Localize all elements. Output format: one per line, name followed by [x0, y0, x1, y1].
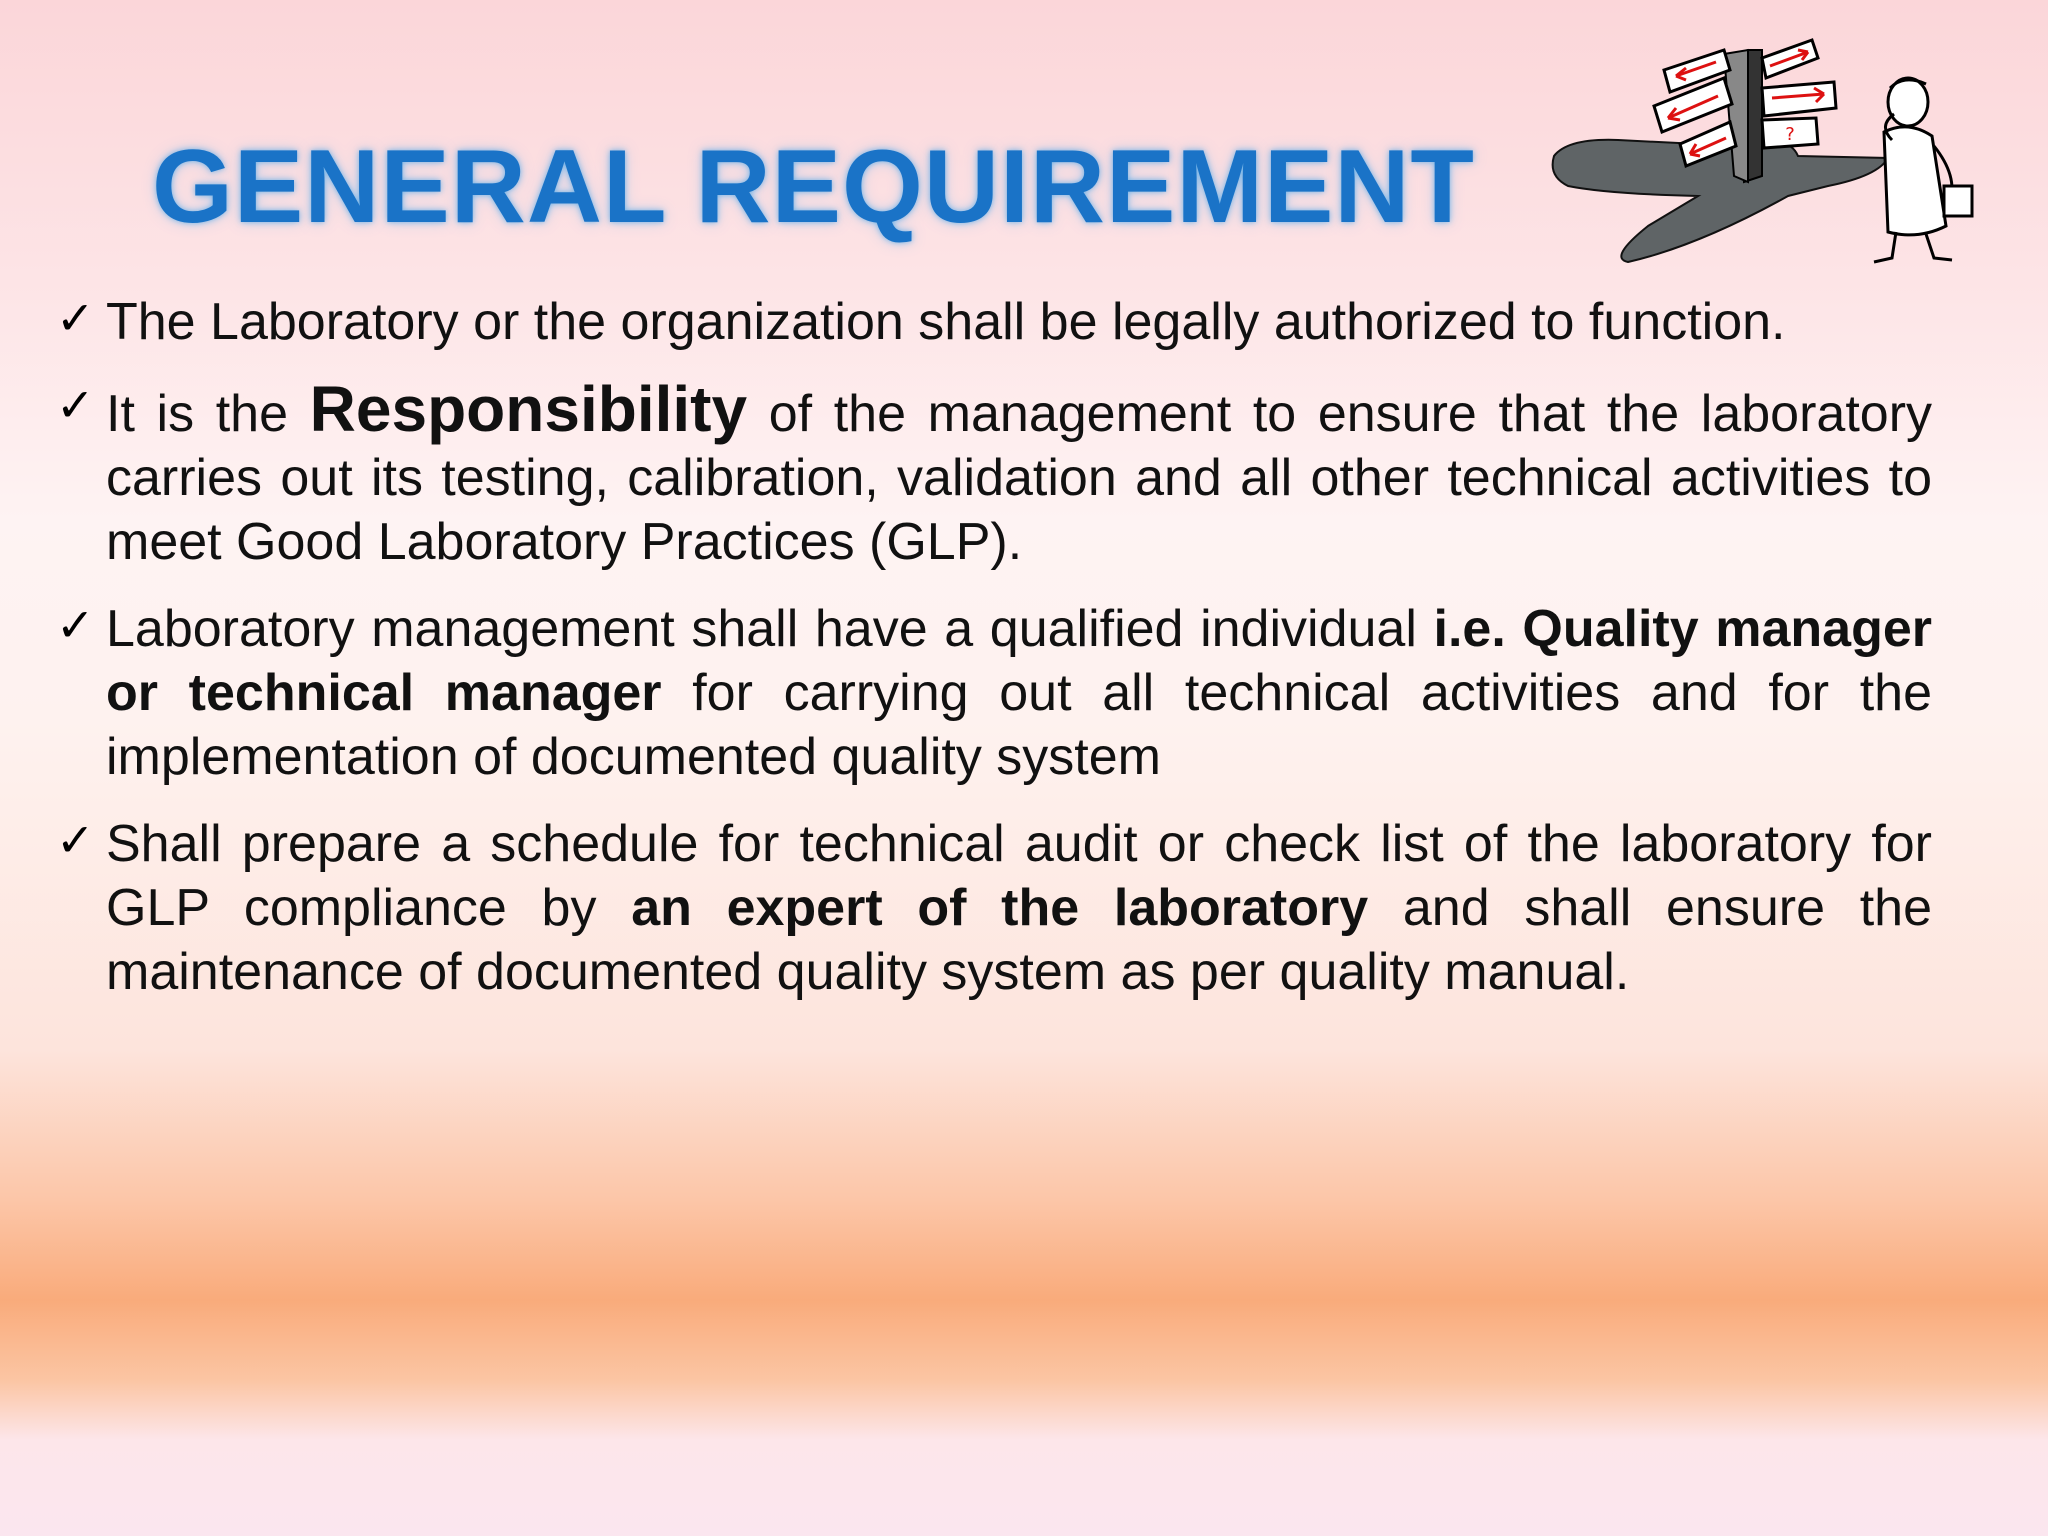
bullet-list — [56, 290, 1932, 1027]
slide-title: GENERAL REQUIREMENT — [152, 129, 1475, 245]
bullet-text: for carrying out all technical activities and for the implementation of documented quality system — [106, 664, 1932, 786]
bullet-text: of the management to ensure that the laboratory carries out its testing, calibration, validation and all other technical activities to meet Good Laboratory Practices (GLP). — [106, 385, 1933, 571]
checkmark-icon: ✓ — [56, 813, 95, 867]
bullet-item — [56, 290, 1932, 354]
bullet-emphasis: i.e. Quality manager or technical manager — [106, 600, 1932, 722]
signpost-confused-man-icon — [1548, 36, 1998, 270]
bullet-text: and shall ensure the maintenance of documented quality system as per quality manual. — [106, 879, 1932, 1001]
bullet-text: Laboratory management shall have a qualified individual — [106, 600, 1434, 658]
checkmark-icon: ✓ — [56, 598, 95, 652]
bullet-text: It is the — [106, 385, 310, 443]
checkmark-icon: ✓ — [56, 291, 95, 345]
sign-question-mark: ? — [1785, 124, 1795, 145]
bullet-emphasis: an expert of the laboratory — [631, 879, 1369, 937]
bullet-text: Shall prepare a schedule for technical audit or check list of the laboratory for GLP compliance by — [106, 815, 1932, 937]
checkmark-icon: ✓ — [56, 378, 95, 432]
bullet-item — [56, 812, 1932, 1004]
bullet-item — [56, 373, 1933, 574]
bullet-item — [56, 597, 1932, 789]
bullet-text: The Laboratory or the organization shall be legally authorized to function. — [106, 293, 1786, 351]
bullet-emphasis: Responsibility — [309, 373, 748, 445]
